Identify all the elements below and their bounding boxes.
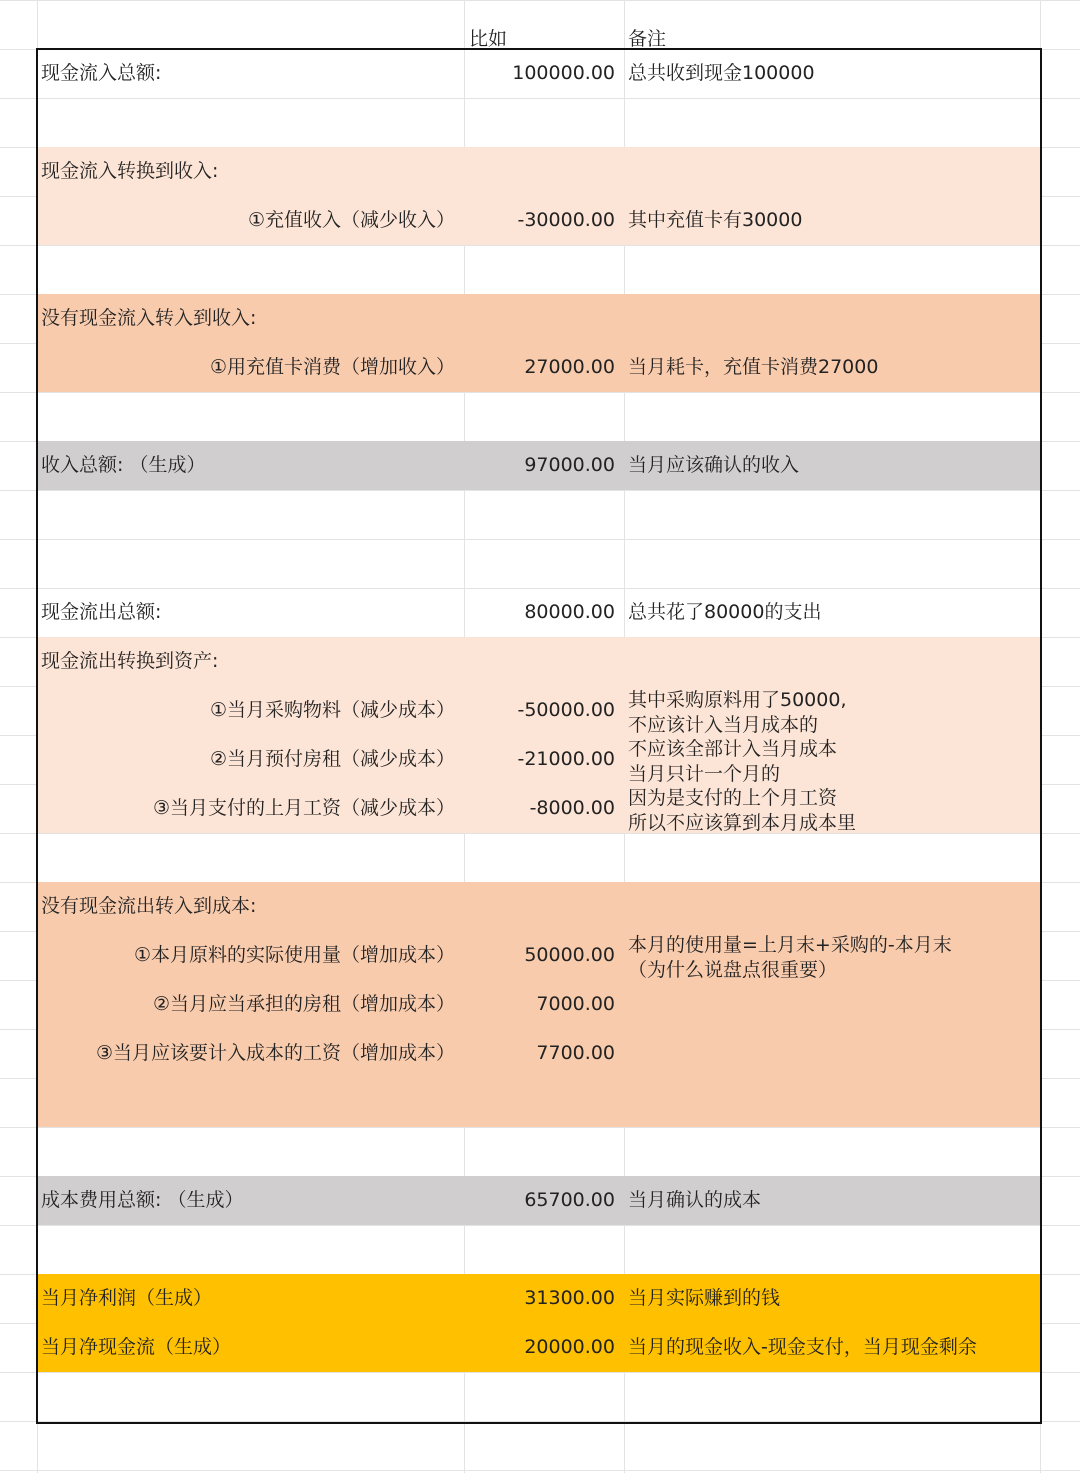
cell-amount[interactable]: 100000.00: [512, 62, 615, 84]
cell-note[interactable]: [628, 392, 1038, 441]
cell-note[interactable]: [628, 637, 1038, 686]
cell-amount[interactable]: 27000.00: [524, 356, 615, 378]
table-row: [37, 784, 1040, 833]
table-row: [37, 1225, 1040, 1274]
cell-item[interactable]: [41, 1078, 455, 1127]
table-row: [37, 196, 1040, 245]
table-row: [37, 147, 1040, 196]
table-row: [37, 294, 1040, 343]
cell-note[interactable]: [628, 1078, 1038, 1127]
cell-item[interactable]: ①本月原料的实际使用量（增加成本）: [133, 944, 455, 966]
grid-column-line: [1040, 0, 1041, 1473]
cell-amount[interactable]: [464, 1225, 615, 1274]
cell-note[interactable]: [628, 1029, 1038, 1078]
table-row: [37, 490, 1040, 539]
cell-amount[interactable]: 80000.00: [524, 601, 615, 623]
note-line: 其中采购原料用了50000,: [628, 689, 847, 711]
table-row: [37, 49, 1040, 98]
cell-item[interactable]: [41, 245, 455, 294]
cell-note[interactable]: 其中充值卡有30000: [628, 209, 803, 231]
grid-row-line: [0, 0, 1080, 1]
cell-amount[interactable]: 20000.00: [524, 1336, 615, 1358]
cell-note[interactable]: [628, 294, 1038, 343]
cell-item[interactable]: [41, 1372, 455, 1421]
cell-item[interactable]: 当月净利润（生成）: [41, 1287, 213, 1309]
table-row: [37, 98, 1040, 147]
cell-amount[interactable]: [464, 1127, 615, 1176]
table-row: [37, 343, 1040, 392]
cell-note[interactable]: [628, 98, 1038, 147]
cell-note[interactable]: 总共花了80000的支出: [628, 601, 822, 623]
cell-amount[interactable]: -21000.00: [517, 748, 615, 770]
cell-amount[interactable]: [464, 1372, 615, 1421]
cell-item[interactable]: 收入总额: （生成）: [41, 454, 206, 476]
cell-item[interactable]: ③当月支付的上月工资（减少成本）: [152, 797, 455, 819]
cell-amount[interactable]: [464, 392, 615, 441]
cell-item[interactable]: 现金流出总额:: [41, 601, 162, 623]
cell-item[interactable]: ②当月应当承担的房租（增加成本）: [152, 993, 455, 1015]
cell-item[interactable]: [41, 490, 455, 539]
cell-amount[interactable]: 65700.00: [524, 1189, 615, 1211]
cell-item[interactable]: ①用充值卡消费（增加收入）: [209, 356, 455, 378]
cell-item[interactable]: ①当月采购物料（减少成本）: [209, 699, 455, 721]
column-header-example: 比如: [469, 28, 508, 50]
cell-amount[interactable]: [464, 98, 615, 147]
cell-item[interactable]: [41, 98, 455, 147]
cell-item[interactable]: 现金流出转换到资产:: [41, 650, 219, 672]
note-line: 不应该计入当月成本的: [628, 713, 819, 736]
cell-note[interactable]: [628, 147, 1038, 196]
cell-item[interactable]: ②当月预付房租（减少成本）: [209, 748, 455, 770]
cell-amount[interactable]: [464, 147, 615, 196]
cell-amount[interactable]: 50000.00: [524, 944, 615, 966]
cell-amount[interactable]: 7000.00: [536, 993, 615, 1015]
cell-note[interactable]: [628, 882, 1038, 931]
cell-item[interactable]: 现金流入总额:: [41, 62, 162, 84]
table-row: [37, 1029, 1040, 1078]
table-row: [37, 1127, 1040, 1176]
cell-item[interactable]: ①充值收入（减少收入）: [247, 209, 455, 231]
cell-amount[interactable]: [464, 490, 615, 539]
cell-amount[interactable]: [464, 294, 615, 343]
cell-note[interactable]: [628, 833, 1038, 882]
cell-note[interactable]: 总共收到现金100000: [628, 62, 815, 84]
cell-amount[interactable]: -8000.00: [529, 797, 615, 819]
note-line: 不应该全部计入当月成本: [628, 738, 838, 760]
cell-item[interactable]: 现金流入转换到收入:: [41, 160, 219, 182]
note-line: 因为是支付的上个月工资: [628, 787, 838, 809]
note-assets[interactable]: [628, 688, 856, 835]
table-row: [37, 686, 1040, 735]
cell-amount[interactable]: [464, 539, 615, 588]
cell-amount[interactable]: [464, 245, 615, 294]
table-row: [37, 441, 1040, 490]
table-row: [37, 245, 1040, 294]
cell-item[interactable]: 当月净现金流（生成）: [41, 1336, 232, 1358]
cell-note[interactable]: 当月应该确认的收入: [628, 454, 800, 476]
cell-amount[interactable]: -30000.00: [517, 209, 615, 231]
table-row: [37, 637, 1040, 686]
grid-row-line: [0, 1470, 1080, 1471]
cell-amount[interactable]: -50000.00: [517, 699, 615, 721]
cell-amount[interactable]: 97000.00: [524, 454, 615, 476]
table-row: [37, 588, 1040, 637]
table-row: [37, 392, 1040, 441]
table-row: [37, 1078, 1040, 1127]
cell-note[interactable]: [628, 1225, 1038, 1274]
cell-item[interactable]: [41, 392, 455, 441]
cell-amount[interactable]: [464, 637, 615, 686]
cell-note[interactable]: 当月耗卡，充值卡消费27000: [628, 356, 879, 378]
cell-note[interactable]: 当月确认的成本: [628, 1189, 762, 1211]
cell-item[interactable]: [41, 539, 455, 588]
table-row: [37, 1323, 1040, 1372]
cell-amount[interactable]: [464, 882, 615, 931]
cell-note[interactable]: 当月的现金收入-现金支付，当月现金剩余: [628, 1336, 977, 1358]
cell-note[interactable]: [628, 980, 1038, 1029]
table-row: [37, 539, 1040, 588]
note-line: 所以不应该算到本月成本里: [628, 811, 857, 834]
cell-amount[interactable]: [464, 833, 615, 882]
note-line: 当月只计一个月的: [628, 762, 781, 785]
cell-item[interactable]: [41, 833, 455, 882]
column-header-notes: 备注: [628, 28, 667, 50]
note-line: 本月的使用量=上月末+采购的-本月末: [628, 934, 952, 956]
cell-item[interactable]: 成本费用总额: （生成）: [41, 1189, 244, 1211]
cell-note[interactable]: [628, 1372, 1038, 1421]
cell-note[interactable]: [628, 539, 1038, 588]
cell-note[interactable]: [628, 245, 1038, 294]
table-row: [37, 1274, 1040, 1323]
cell-item[interactable]: ③当月应该要计入成本的工资（增加成本）: [95, 1042, 455, 1064]
cell-item[interactable]: 没有现金流入转入到收入:: [41, 307, 257, 329]
cell-item[interactable]: [41, 1225, 455, 1274]
cell-item[interactable]: 没有现金流出转入到成本:: [41, 895, 257, 917]
cell-note[interactable]: [628, 1127, 1038, 1176]
cell-item[interactable]: [41, 1127, 455, 1176]
cell-amount[interactable]: [464, 1078, 615, 1127]
table-row: [37, 1176, 1040, 1225]
cell-note[interactable]: [628, 490, 1038, 539]
cell-amount[interactable]: 7700.00: [536, 1042, 615, 1064]
grid-row-line: [0, 1421, 1080, 1422]
note-line: （为什么说盘点很重要）: [628, 958, 838, 981]
table-row: [37, 1372, 1040, 1421]
cell-amount[interactable]: 31300.00: [524, 1287, 615, 1309]
cell-note[interactable]: 当月实际赚到的钱: [628, 1287, 781, 1309]
note-cost[interactable]: [628, 933, 952, 982]
table-row: [37, 980, 1040, 1029]
table-row: [37, 833, 1040, 882]
table-row: [37, 735, 1040, 784]
table-row: [37, 882, 1040, 931]
